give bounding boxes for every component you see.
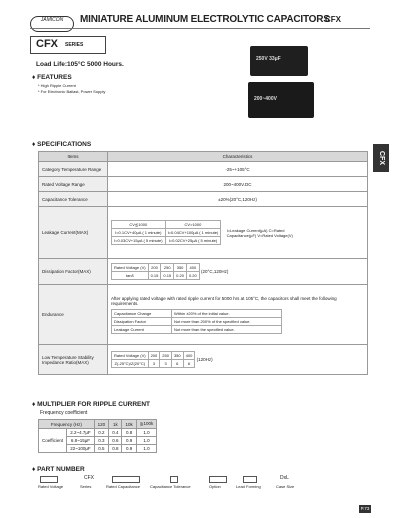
- spec-item: Dissipation Factor(MAX): [39, 259, 108, 285]
- freq-value: 120: [94, 420, 109, 429]
- lowtemp-table: [111, 351, 195, 368]
- coef-value: 0.8: [122, 429, 136, 437]
- ripple-table: [38, 419, 157, 453]
- capacitor-photo: 250V 33μF: [250, 46, 308, 76]
- lowtemp-label: Rated Voltage (V): [112, 352, 149, 360]
- lowtemp-voltage: 250: [160, 352, 172, 360]
- spec-item: Leakage Current(MAX): [39, 207, 108, 259]
- freq-value: ≧100k: [136, 420, 157, 429]
- endurance-key: Capacitance Change: [112, 309, 172, 317]
- pn-label: Rated Voltage: [38, 484, 64, 489]
- pn-label: Lead Forming: [236, 484, 261, 489]
- feature-item: * For Electronic Ballast, Power Supply: [38, 89, 106, 94]
- dissipation-voltage: 250: [161, 264, 174, 272]
- col-items: Items: [39, 152, 108, 162]
- endurance-val: Not more than 200% of the specified value.: [172, 317, 282, 325]
- ripple-heading: ♦ MULTIPLIER FOR RIPPLE CURRENT: [32, 401, 151, 408]
- leakage-cell: I=0.1CV+40μA ( 1 minute): [112, 229, 166, 237]
- cap-range: 2.2~4.7μF: [67, 429, 94, 437]
- cap-range: 6.8~15μF: [67, 437, 94, 445]
- dissipation-voltage: 400: [186, 264, 199, 272]
- pn-box-option: [209, 476, 227, 483]
- lowtemp-value: 3: [148, 360, 160, 368]
- dissipation-value: 0.20: [174, 272, 187, 280]
- pn-box-capacitance: [112, 476, 140, 483]
- lowtemp-voltage: 200: [148, 352, 160, 360]
- pn-label: Series: [80, 484, 92, 489]
- dissipation-value: 0.15: [161, 272, 174, 280]
- lowtemp-label: Z(-25°C)/Z(20°C): [112, 360, 149, 368]
- freq-value: 10k: [122, 420, 136, 429]
- leakage-col-header: CV≦1000: [112, 221, 166, 229]
- series-name: CFX: [36, 38, 58, 50]
- pn-box-lead: [243, 476, 257, 483]
- dissipation-voltage: 350: [174, 264, 187, 272]
- pn-box-voltage: [40, 476, 58, 483]
- dissipation-value: 0.20: [186, 272, 199, 280]
- page-number: P.73: [360, 506, 370, 511]
- coef-value: 0.3: [94, 437, 109, 445]
- coef-value: 1.0: [136, 437, 157, 445]
- freq-value: 1k: [109, 420, 122, 429]
- endurance-text: After applying rated voltage with rated ripple current for 5000 hrs at 105°C, the capacitors shall meet the following requirements.: [111, 295, 337, 306]
- leakage-cell: I=0.04CV+100μA ( 1 minute): [165, 229, 221, 237]
- series-code-tag: CFX: [325, 15, 341, 24]
- pn-label: Case Size: [276, 484, 295, 489]
- leakage-table: [111, 220, 221, 245]
- ripple-subheading: Frequency coefficient: [40, 410, 88, 416]
- lowtemp-value: 3: [160, 360, 172, 368]
- coef-value: 0.4: [109, 429, 122, 437]
- specifications-table: [38, 151, 368, 375]
- lowtemp-value: 6: [183, 360, 195, 368]
- spec-item: Capacitance Tolerance: [39, 192, 108, 207]
- spec-value: 200~400V.DC: [108, 177, 368, 192]
- spec-item: Low Temperature Stability Impedance Ratio(MAX): [39, 345, 108, 375]
- endurance-key: Dissipation Factor: [112, 317, 172, 325]
- coef-value: 0.9: [122, 445, 136, 453]
- spec-item: Category Temperature Range: [39, 162, 108, 177]
- features-heading: ♦ FEATURES: [32, 74, 72, 81]
- coef-value: 0.5: [94, 445, 109, 453]
- coef-value: 1.0: [136, 445, 157, 453]
- pn-label: Rated Capacitance: [106, 484, 141, 489]
- lowtemp-voltage: 400: [183, 352, 195, 360]
- col-characteristics: Characteristics: [108, 152, 368, 162]
- coef-value: 1.0: [136, 429, 157, 437]
- series-suffix: SERIES: [65, 42, 84, 48]
- capacitor-photo: 200~400V: [248, 82, 314, 118]
- dissipation-table: [111, 263, 200, 280]
- dissipation-voltage: 200: [148, 264, 161, 272]
- leakage-legend: I=Leakage Current(μA) C=Rated Capacitance(μF) V=Rated Voltage(V): [226, 227, 293, 238]
- cap-range: 22~100μF: [67, 445, 94, 453]
- endurance-key: Leakage Current: [112, 325, 172, 333]
- spec-item: Rated Voltage Range: [39, 177, 108, 192]
- endurance-val: Within ±20% of the initial value.: [172, 309, 282, 317]
- dissipation-label: tanδ: [112, 272, 149, 280]
- specifications-heading: ♦ SPECIFICATIONS: [32, 141, 92, 148]
- spec-item: Endurance: [39, 285, 108, 345]
- coef-value: 0.9: [122, 437, 136, 445]
- dissipation-note: (20°C,120Hz): [201, 269, 229, 274]
- pn-size-code: DxL: [280, 475, 289, 481]
- dissipation-value: 0.15: [148, 272, 161, 280]
- coef-value: 0.8: [109, 445, 122, 453]
- header-divider: [30, 28, 370, 29]
- freq-label: Frequency (Hz): [39, 420, 95, 429]
- pn-series-code: CFX: [84, 475, 94, 481]
- leakage-cell: I=0.03CV+15μA ( 5 minute): [112, 237, 166, 245]
- coef-value: 0.2: [94, 429, 109, 437]
- brand-logo: JAMICON: [30, 16, 74, 32]
- lowtemp-note: (120Hz): [196, 357, 213, 362]
- dissipation-label: Rated Voltage (V): [112, 264, 149, 272]
- leakage-col-header: CV>1000: [165, 221, 221, 229]
- side-tab: CFX: [373, 144, 389, 172]
- coef-label: Coefficient: [39, 429, 67, 453]
- endurance-table: [111, 309, 282, 334]
- page-title: MINIATURE ALUMINUM ELECTROLYTIC CAPACITORS: [80, 14, 330, 25]
- leakage-cell: I=0.02CV+25μA ( 5 minute): [165, 237, 221, 245]
- feature-item: * High Ripple Current: [38, 83, 76, 88]
- spec-value: ±20%(20°C,120Hz): [108, 192, 368, 207]
- spec-value: -25~+105°C: [108, 162, 368, 177]
- part-number-heading: ♦ PART NUMBER: [32, 466, 85, 473]
- lowtemp-value: 6: [171, 360, 183, 368]
- pn-label: Capacitance Tolerance: [150, 484, 191, 489]
- coef-value: 0.6: [109, 437, 122, 445]
- pn-box-tolerance: [170, 476, 178, 483]
- load-life: Load Life:105°C 5000 Hours.: [36, 61, 124, 68]
- pn-label: Option: [209, 484, 221, 489]
- endurance-val: Not more than the specified value.: [172, 325, 282, 333]
- lowtemp-voltage: 350: [171, 352, 183, 360]
